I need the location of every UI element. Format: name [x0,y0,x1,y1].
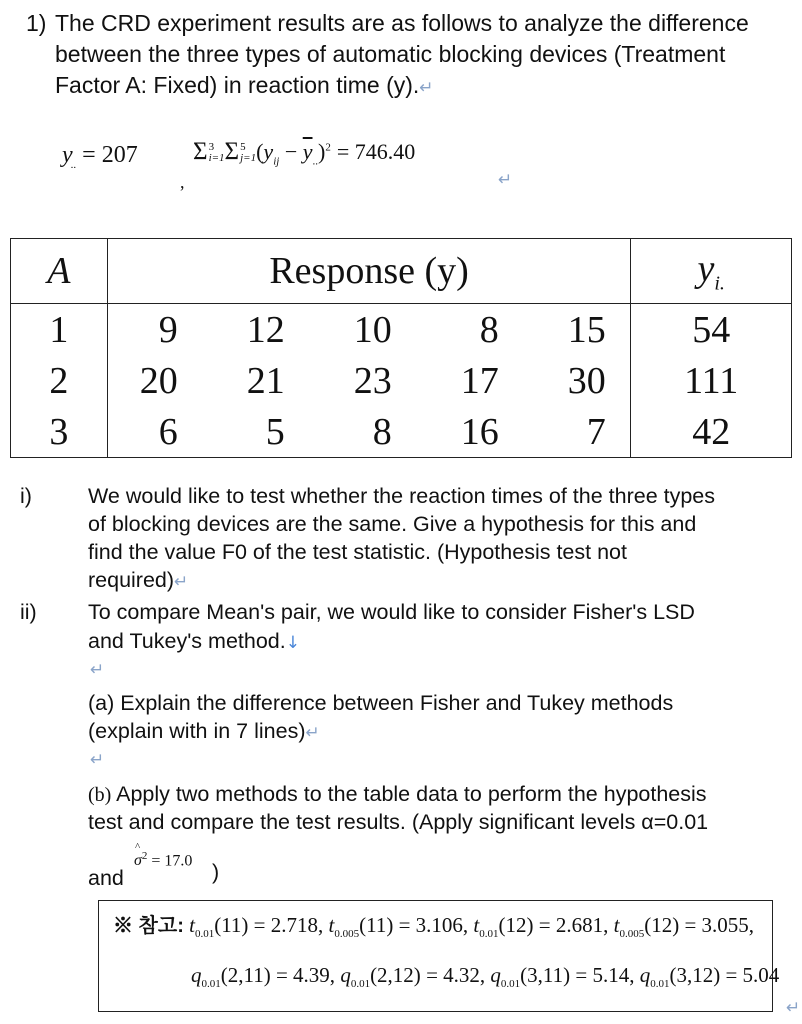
t-value: $t_{0.01}(11) = 2.718$, [189,913,324,941]
question-line-2: between the three types of automatic blocking devices (Treatment [55,41,726,67]
return-mark: ↵ [786,998,801,1018]
row-total: 111 [631,355,792,406]
part-i-line: We would like to test whether the reaction times of the three types [88,484,716,508]
row-label: 1 [11,304,108,356]
sum-of-squares-formula: Σ 3 i=1 Σ 5 j=1 $(y_{ij} - \overline{y}_{..})^2 = 746.40$ [193,138,416,168]
part-i-line: of blocking devices are the same. Give a hypothesis for this and [88,512,697,536]
question-line-3: Factor A: Fixed) in reaction time (y).↵ [55,72,434,98]
t-values-line [113,909,754,940]
response-value: 5 [265,411,285,453]
q-value: $q_{0.01}(2,12) = 4.32$, [340,963,486,991]
q-values-line [191,963,779,990]
question-line-1: The CRD experiment results are as follows to analyze the difference [55,10,749,36]
response-value: 10 [353,309,392,351]
reference-mark: ※ 참고: [113,915,184,937]
q-value: $q_{0.01}(2,11) = 4.39$, [191,963,336,991]
header-total: $y_{i.}$ [631,239,792,304]
part-ii-line: To compare Mean's pair, we would like to consider Fisher's LSD [88,600,695,624]
q-value: $q_{0.01}(3,12) = 5.04$ [639,963,780,991]
header-factor: A [11,239,108,304]
t-value: $t_{0.005}(11) = 3.106$, [328,913,469,941]
down-mark: ↓ [285,633,300,653]
row-total: 42 [631,406,792,458]
sigma-hat-value: σ ^ $^2$ = 17.0 [134,841,193,870]
return-mark: ↵ [419,78,434,98]
return-mark: ↵ [90,660,105,680]
row-label: 3 [11,406,108,458]
part-i-label: i) [20,484,32,508]
response-value: 17 [460,360,499,402]
response-value: 15 [567,309,606,351]
q-value: $q_{0.01}(3,11) = 5.14$, [490,963,635,991]
table-row [11,304,792,356]
header-response: Response (y) [107,239,631,304]
response-table [10,238,792,458]
table-row [11,406,792,458]
return-mark: ↵ [498,170,513,190]
response-value: 20 [139,360,178,402]
t-value: $t_{0.01}(12) = 2.681$, [473,913,609,941]
response-value: 21 [246,360,285,402]
part-ii-b-close: ) [212,860,220,884]
row-label: 2 [11,355,108,406]
response-value: 12 [246,309,285,351]
response-value: 8 [372,411,392,453]
response-value: 9 [158,309,178,351]
comma-mark: , [180,172,185,192]
response-value: 8 [479,309,499,351]
part-ii-a-line: (explain with in 7 lines)↵ [88,719,320,743]
response-value: 16 [460,411,499,453]
response-value: 23 [353,360,392,402]
response-value: 6 [158,411,178,453]
row-total: 54 [631,304,792,356]
part-ii-label: ii) [20,600,37,624]
question-number: 1) [26,10,47,36]
response-value: 7 [586,411,606,453]
part-ii-line: and Tukey's method.↓ [88,629,300,653]
table-row [11,355,792,406]
return-mark: ↵ [90,750,105,770]
part-ii-b-line: test and compare the test results. (Apply significant levels α=0.01 [88,810,709,834]
response-value: 30 [567,360,606,402]
return-mark: ↵ [305,723,320,743]
part-ii-b-and: and [88,866,124,890]
part-ii-b-line: (b) Apply two methods to the table data to perform the hypothesis [88,782,707,806]
part-ii-a-line: (a) Explain the difference between Fisher and Tukey methods [88,691,674,715]
grand-total-formula: $y_{..} = 207$ [62,142,138,171]
part-i-line: required)↵ [88,568,189,592]
t-value: $t_{0.005}(12) = 3.055$, [613,913,755,941]
return-mark: ↵ [174,572,189,592]
part-i-line: find the value F0 of the test statistic. (Hypothesis test not [88,540,627,564]
reference-box [98,900,780,1012]
